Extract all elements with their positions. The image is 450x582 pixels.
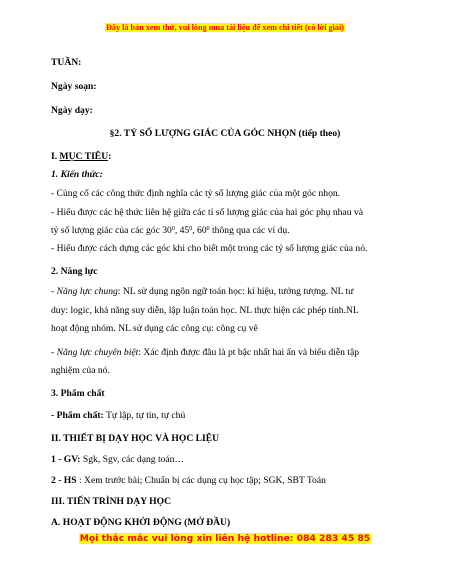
degree-mark: 0 <box>171 226 175 232</box>
specific-competence-line-1 <box>51 346 359 359</box>
student-text: : Xem trước bài; Chuẩn bị các dụng cụ học tập; SGK, SBT Toán <box>76 475 326 486</box>
angle-sep-2: , 60 <box>192 225 207 236</box>
teacher-label: 1 - GV: <box>51 454 81 465</box>
hotline-text: Mọi thắc mắc vui lòng xin liên hệ hotline: 084 283 45 85 <box>79 533 371 544</box>
competence-heading: 2. Năng lực <box>51 266 98 277</box>
general-competence-label: - Năng lực chung <box>51 286 118 297</box>
degree-mark: 0 <box>206 226 210 232</box>
section-objectives-heading <box>51 150 111 163</box>
qualities-item <box>51 409 185 422</box>
knowledge-item-1: - Củng cố các công thức định nghĩa các tỷ số lượng giác của một góc nhọn. <box>51 188 341 199</box>
angle-sep-1: , 45 <box>174 225 190 236</box>
knowledge-item-2: - Hiểu được các hệ thức liên hệ giữa các tỉ số lượng giác của hai góc phụ nhau và <box>51 207 363 218</box>
section-equipment-heading: II. THIẾT BỊ DẠY HỌC VÀ HỌC LIỆU <box>51 433 220 444</box>
knowledge-item-3 <box>51 224 290 237</box>
preview-notice-banner <box>0 22 450 33</box>
general-competence-line-2: duy: logic, khả năng suy diễn, lập luận toán học. NL thực hiện các phép tính.NL <box>51 305 359 316</box>
section-colon: : <box>108 151 112 162</box>
qualities-heading: 3. Phẩm chất <box>51 388 105 399</box>
qualities-text: Tự lập, tự tin, tự chủ <box>103 410 186 421</box>
student-label: 2 - HS <box>51 475 77 486</box>
teach-date-label: Ngày dạy: <box>51 105 93 116</box>
knowledge-item-3-post: thông qua các ví dụ. <box>209 225 290 236</box>
activity-a-heading: A. HOẠT ĐỘNG KHỞI ĐỘNG (MỞ ĐẦU) <box>51 517 231 528</box>
section-numeral: I. <box>51 151 60 162</box>
section-process-heading: III. TIẾN TRÌNH DẠY HỌC <box>51 496 172 507</box>
knowledge-item-4: - Hiểu được cách dựng các góc khi cho biết một trong các tỷ số lượng giác của nó. <box>51 243 368 254</box>
teacher-materials <box>51 453 184 466</box>
qualities-label: - Phẩm chất: <box>51 410 104 421</box>
student-materials <box>51 474 326 487</box>
knowledge-item-3-pre: tỷ số lượng giác của các góc 30 <box>51 225 172 236</box>
specific-competence-text-1: : Xác định được đâu là pt bậc nhất hai ẩn và biểu diễn tập <box>138 347 360 358</box>
specific-competence-label: - Năng lực chuyên biệt <box>51 347 139 358</box>
degree-mark: 0 <box>189 226 193 232</box>
specific-competence-line-2: nghiệm của nó. <box>51 365 110 376</box>
prep-date-label: Ngày soạn: <box>51 81 97 92</box>
preview-notice-text: Đây là bản xem thử, vui lòng mua tài liệu để xem chi tiết (có lời giải) <box>105 23 344 32</box>
general-competence-text-1: : NL sử dụng ngôn ngữ toán học: kí hiệu, tưởng tượng. NL tư <box>117 286 354 297</box>
general-competence-line-1 <box>51 285 353 298</box>
teacher-text: Sgk, Sgv, các dạng toán… <box>80 454 185 465</box>
section-objectives-title: MỤC TIÊU <box>59 151 109 162</box>
week-label: TUẦN: <box>51 57 82 68</box>
knowledge-heading: 1. Kiến thức: <box>51 169 103 180</box>
hotline-banner <box>0 533 450 545</box>
lesson-title: §2. TỶ SỐ LƯỢNG GIÁC CỦA GÓC NHỌN (tiếp theo) <box>109 128 341 139</box>
general-competence-line-3: hoạt động nhóm. NL sử dụng các công cụ: công cụ vẽ <box>51 323 258 334</box>
